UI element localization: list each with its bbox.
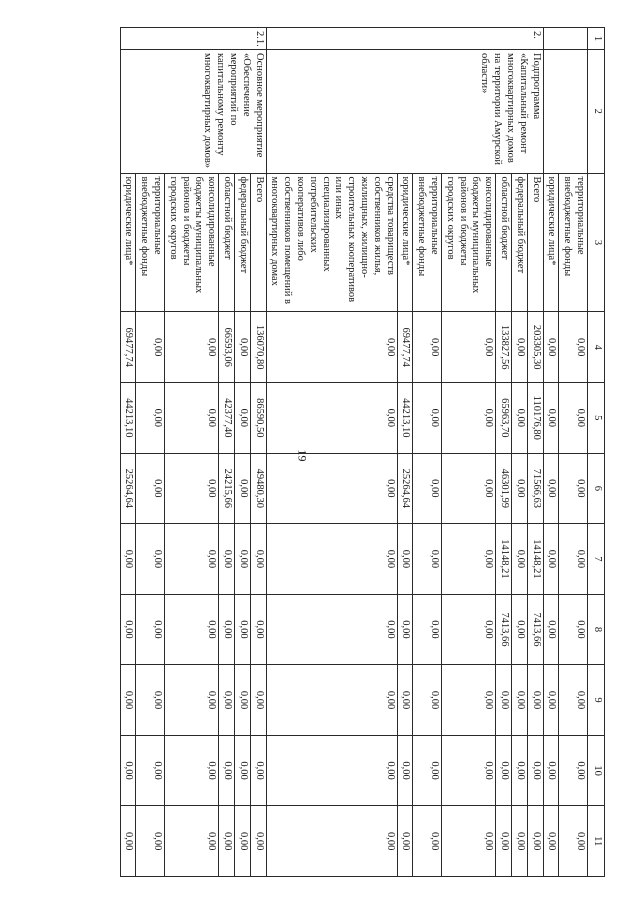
amount-cell: 0,00 <box>442 735 496 806</box>
amount-cell: 0,00 <box>496 806 512 877</box>
amount-cell: 0,00 <box>442 524 496 595</box>
column-header: 5 <box>588 383 605 454</box>
amount-cell: 0,00 <box>413 594 442 665</box>
column-header: 11 <box>588 806 605 877</box>
amount-cell: 0,00 <box>120 806 136 877</box>
amount-cell: 0,00 <box>235 383 251 454</box>
amount-cell: 0,00 <box>397 524 413 595</box>
column-header: 1 <box>588 28 605 50</box>
amount-cell: 0,00 <box>397 735 413 806</box>
amount-cell: 0,00 <box>165 806 219 877</box>
funding-source: территориальные внебюджетные фонды <box>136 173 165 312</box>
amount-cell: 0,00 <box>136 594 165 665</box>
amount-cell: 0,00 <box>512 524 528 595</box>
amount-cell: 0,00 <box>559 735 588 806</box>
amount-cell: 0,00 <box>397 594 413 665</box>
amount-cell: 0,00 <box>219 735 235 806</box>
amount-cell: 0,00 <box>543 383 559 454</box>
amount-cell: 0,00 <box>543 806 559 877</box>
program-name: Подпрограмма «Капитальный ремонт многоквартирных домов на территории Амурской области» <box>266 50 543 173</box>
amount-cell: 0,00 <box>543 453 559 524</box>
amount-cell: 0,00 <box>250 524 266 595</box>
amount-cell: 0,00 <box>442 806 496 877</box>
amount-cell: 0,00 <box>136 735 165 806</box>
amount-cell: 0,00 <box>250 735 266 806</box>
amount-cell: 0,00 <box>397 806 413 877</box>
amount-cell: 0,00 <box>235 594 251 665</box>
row-number <box>543 28 587 50</box>
amount-cell: 24215,66 <box>219 453 235 524</box>
amount-cell: 0,00 <box>250 665 266 736</box>
amount-cell: 0,00 <box>413 665 442 736</box>
amount-cell: 71566,63 <box>527 453 543 524</box>
amount-cell: 0,00 <box>165 312 219 383</box>
amount-cell: 0,00 <box>266 453 397 524</box>
funding-source: областной бюджет <box>496 173 512 312</box>
amount-cell: 0,00 <box>442 312 496 383</box>
funding-source: Всего <box>250 173 266 312</box>
column-header: 4 <box>588 312 605 383</box>
amount-cell: 44213,10 <box>120 383 136 454</box>
amount-cell: 0,00 <box>266 312 397 383</box>
amount-cell: 0,00 <box>413 735 442 806</box>
amount-cell: 0,00 <box>442 665 496 736</box>
program-name <box>543 50 587 173</box>
amount-cell: 25264,64 <box>120 453 136 524</box>
amount-cell: 0,00 <box>165 594 219 665</box>
funding-source: консолидированные бюджеты муниципальных районов и бюджеты городских округов <box>442 173 496 312</box>
amount-cell: 0,00 <box>136 383 165 454</box>
amount-cell: 0,00 <box>442 453 496 524</box>
amount-cell: 0,00 <box>235 735 251 806</box>
amount-cell: 7413,66 <box>527 594 543 665</box>
amount-cell: 0,00 <box>559 383 588 454</box>
amount-cell: 0,00 <box>527 665 543 736</box>
amount-cell: 0,00 <box>512 665 528 736</box>
amount-cell: 0,00 <box>527 806 543 877</box>
amount-cell: 0,00 <box>136 453 165 524</box>
amount-cell: 0,00 <box>266 383 397 454</box>
amount-cell: 0,00 <box>266 594 397 665</box>
amount-cell: 0,00 <box>442 594 496 665</box>
table-body <box>120 28 587 877</box>
amount-cell: 14148,21 <box>496 524 512 595</box>
amount-cell: 0,00 <box>165 453 219 524</box>
amount-cell: 0,00 <box>219 665 235 736</box>
amount-cell: 0,00 <box>136 524 165 595</box>
column-header: 10 <box>588 735 605 806</box>
amount-cell: 65963,70 <box>496 383 512 454</box>
column-header: 2 <box>588 50 605 173</box>
amount-cell: 7413,66 <box>496 594 512 665</box>
amount-cell: 66593,06 <box>219 312 235 383</box>
table-row <box>250 28 266 877</box>
table-row <box>559 28 588 877</box>
amount-cell: 136070,80 <box>250 312 266 383</box>
funding-source: консолидированные бюджеты муниципальных районов и бюджеты городских округов <box>165 173 219 312</box>
amount-cell: 0,00 <box>512 383 528 454</box>
amount-cell: 0,00 <box>543 735 559 806</box>
amount-cell: 0,00 <box>442 383 496 454</box>
amount-cell: 0,00 <box>235 453 251 524</box>
amount-cell: 0,00 <box>120 735 136 806</box>
amount-cell: 133827,56 <box>496 312 512 383</box>
amount-cell: 0,00 <box>512 735 528 806</box>
amount-cell: 0,00 <box>543 312 559 383</box>
amount-cell: 0,00 <box>559 594 588 665</box>
column-header: 8 <box>588 594 605 665</box>
funding-source: федеральный бюджет <box>512 173 528 312</box>
amount-cell: 0,00 <box>559 524 588 595</box>
amount-cell: 0,00 <box>543 594 559 665</box>
amount-cell: 0,00 <box>250 806 266 877</box>
funding-source: юридические лица* <box>543 173 559 312</box>
amount-cell: 69477,74 <box>397 312 413 383</box>
amount-cell: 0,00 <box>413 453 442 524</box>
budget-table <box>120 27 605 877</box>
amount-cell: 0,00 <box>413 383 442 454</box>
funding-source: территориальные внебюджетные фонды <box>559 173 588 312</box>
funding-source: федеральный бюджет <box>235 173 251 312</box>
amount-cell: 0,00 <box>235 312 251 383</box>
amount-cell: 0,00 <box>512 594 528 665</box>
amount-cell: 0,00 <box>413 806 442 877</box>
column-header: 6 <box>588 453 605 524</box>
amount-cell: 0,00 <box>512 312 528 383</box>
amount-cell: 0,00 <box>235 665 251 736</box>
amount-cell: 44213,10 <box>397 383 413 454</box>
amount-cell: 0,00 <box>266 665 397 736</box>
amount-cell: 42377,40 <box>219 383 235 454</box>
amount-cell: 0,00 <box>235 806 251 877</box>
amount-cell: 0,00 <box>512 453 528 524</box>
amount-cell: 0,00 <box>120 594 136 665</box>
amount-cell: 86590,50 <box>250 383 266 454</box>
amount-cell: 0,00 <box>136 665 165 736</box>
amount-cell: 0,00 <box>512 806 528 877</box>
amount-cell: 0,00 <box>235 524 251 595</box>
amount-cell: 0,00 <box>496 735 512 806</box>
amount-cell: 0,00 <box>219 524 235 595</box>
funding-source: юридические лица* <box>397 173 413 312</box>
amount-cell: 0,00 <box>120 524 136 595</box>
funding-source: областной бюджет <box>219 173 235 312</box>
rotated-page <box>35 27 605 877</box>
amount-cell: 203305,30 <box>527 312 543 383</box>
amount-cell: 0,00 <box>266 735 397 806</box>
amount-cell: 69477,74 <box>120 312 136 383</box>
amount-cell: 0,00 <box>413 312 442 383</box>
funding-source: Всего <box>527 173 543 312</box>
row-number: 2.1. <box>120 28 266 50</box>
amount-cell: 0,00 <box>559 806 588 877</box>
column-header: 9 <box>588 665 605 736</box>
table-row <box>527 28 543 877</box>
amount-cell: 0,00 <box>527 735 543 806</box>
amount-cell: 0,00 <box>413 524 442 595</box>
amount-cell: 0,00 <box>543 665 559 736</box>
amount-cell: 0,00 <box>165 735 219 806</box>
funding-source: средства товариществ собственников жилья, жилищных, жилищно-строительных кооперативов или иных специализированных потребительских кооперативов либо собственников помещений в многоквартирных домах <box>266 173 397 312</box>
amount-cell: 49480,30 <box>250 453 266 524</box>
amount-cell: 110176,80 <box>527 383 543 454</box>
amount-cell: 0,00 <box>559 453 588 524</box>
amount-cell: 0,00 <box>397 665 413 736</box>
amount-cell: 0,00 <box>559 312 588 383</box>
amount-cell: 0,00 <box>266 806 397 877</box>
amount-cell: 0,00 <box>219 594 235 665</box>
page-number: 19 <box>295 449 310 462</box>
program-name: Основное мероприятие «Обеспечение мероприятий по капитальному ремонту многоквартирных домов» <box>120 50 266 173</box>
amount-cell: 0,00 <box>136 806 165 877</box>
amount-cell: 46301,99 <box>496 453 512 524</box>
funding-source: юридические лица* <box>120 173 136 312</box>
row-number: 2. <box>266 28 543 50</box>
funding-source: территориальные внебюджетные фонды <box>413 173 442 312</box>
amount-cell: 0,00 <box>543 524 559 595</box>
amount-cell: 0,00 <box>266 524 397 595</box>
amount-cell: 0,00 <box>165 665 219 736</box>
amount-cell: 0,00 <box>136 312 165 383</box>
amount-cell: 0,00 <box>559 665 588 736</box>
amount-cell: 0,00 <box>165 524 219 595</box>
amount-cell: 14148,21 <box>527 524 543 595</box>
amount-cell: 0,00 <box>250 594 266 665</box>
amount-cell: 25264,64 <box>397 453 413 524</box>
column-header: 7 <box>588 524 605 595</box>
amount-cell: 0,00 <box>496 665 512 736</box>
amount-cell: 0,00 <box>165 383 219 454</box>
amount-cell: 0,00 <box>120 665 136 736</box>
column-header: 3 <box>588 173 605 312</box>
amount-cell: 0,00 <box>219 806 235 877</box>
column-number-row <box>588 28 605 877</box>
